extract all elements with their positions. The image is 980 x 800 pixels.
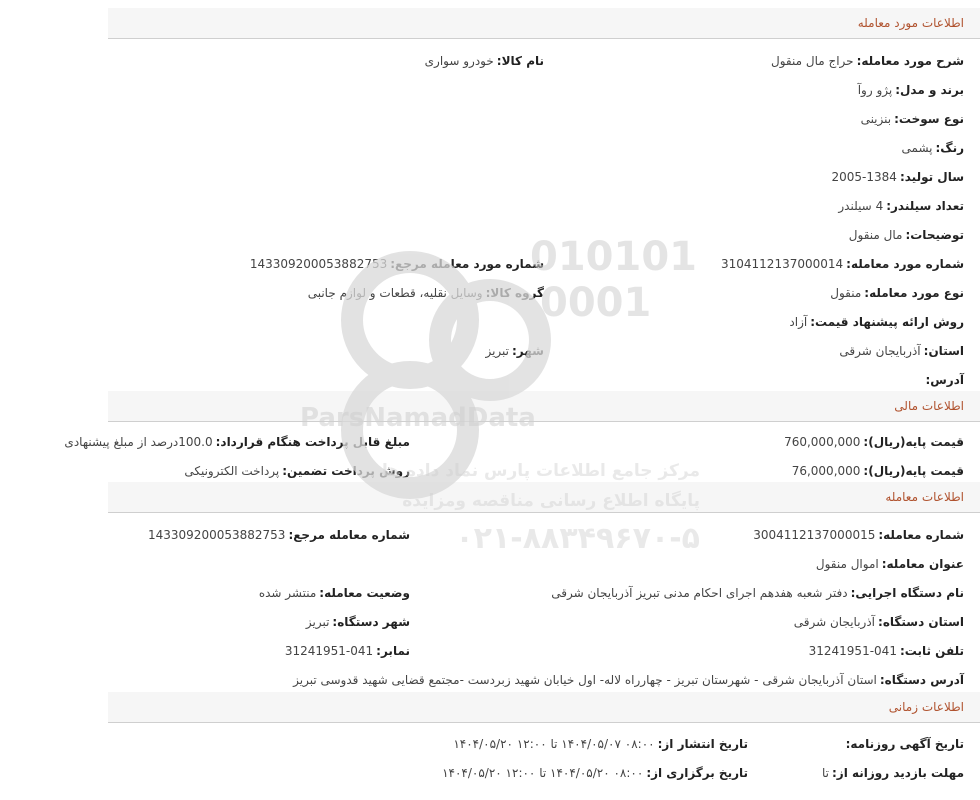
city: شهر:تبریز bbox=[485, 344, 544, 358]
executive-org: نام دستگاه اجرایی:دفتر شعبه هفدهم اجرای احکام مدنی تبریز آذربایجان شرقی bbox=[551, 586, 964, 600]
deal-ref-number: شماره مورد معامله مرجع:143309200053882753 bbox=[249, 257, 544, 271]
notes: توضیحات:مال منقول bbox=[848, 228, 964, 242]
section-title: اطلاعات مالی bbox=[894, 399, 964, 413]
watermark-digits-1: 010101 bbox=[530, 234, 697, 280]
contract-payable: مبلغ قابل پرداخت هنگام قرارداد:100.0درصد از مبلغ پیشنهادی bbox=[64, 435, 410, 449]
watermark-brand: ParsNamadData bbox=[300, 403, 536, 433]
watermark-line-2: پایگاه اطلاع رسانی مناقصه ومزایده bbox=[402, 491, 700, 511]
section-header-timing bbox=[108, 692, 980, 723]
section-header-deal-info bbox=[108, 8, 980, 39]
deal-number: شماره مورد معامله:3104112137000014 bbox=[721, 257, 964, 271]
transaction-title: عنوان معامله:اموال منقول bbox=[815, 557, 964, 571]
cylinder-count: تعداد سیلندر:4 سیلندر bbox=[838, 199, 964, 213]
deal-desc: شرح مورد معامله:حراج مال منقول bbox=[771, 54, 964, 68]
transaction-number: شماره معامله:3004112137000015 bbox=[753, 528, 964, 542]
section-header-financial bbox=[108, 391, 980, 422]
base-price-1: قیمت پایه(ریال):760,000,000 bbox=[784, 435, 964, 449]
deal-details-page bbox=[64, 0, 980, 800]
watermark-phone: ۰۲۱-۸۸۳۴۹۶۷۰-۵ bbox=[455, 521, 700, 556]
org-address: آدرس دستگاه:استان آذربایجان شرقی - شهرستان تبریز - چهارراه لاله- اول خیابان شهید زبردست -مجتمع قضایی شهید قدوسی تبریز bbox=[293, 673, 964, 687]
section-title: اطلاعات معامله bbox=[885, 490, 964, 504]
guarantee-method: روش پرداخت تضمین:پرداخت الکترونیکی bbox=[184, 464, 410, 478]
color: رنگ:پشمی bbox=[901, 141, 964, 155]
offer-method: روش ارائه پیشنهاد قیمت:آزاد bbox=[789, 315, 964, 329]
fuel-type: نوع سوخت:بنزینی bbox=[860, 112, 964, 126]
org-fax: نمابر:041-31241951 bbox=[284, 644, 410, 658]
org-province: استان دستگاه:آذربایجان شرقی bbox=[793, 615, 964, 629]
holding-date: تاریخ برگزاری از:۰۸:۰۰ ۱۴۰۴/۰۵/۲۰ تا ۱۲:۰۰ ۱۴۰۴/۰۵/۲۰ bbox=[442, 766, 748, 780]
deal-type: نوع مورد معامله:منقول bbox=[830, 286, 964, 300]
section-title: اطلاعات مورد معامله bbox=[857, 16, 964, 30]
watermark-line-1: مرکز جامع اطلاعات پارس نماد داده ها bbox=[381, 461, 700, 481]
goods-name: نام کالا:خودرو سواری bbox=[424, 54, 544, 68]
goods-group: گروه کالا:وسایل نقلیه، قطعات و لوازم جانبی bbox=[307, 286, 544, 300]
publish-date: تاریخ انتشار از:۰۸:۰۰ ۱۴۰۴/۰۵/۰۷ تا ۱۲:۰۰ ۱۴۰۴/۰۵/۲۰ bbox=[453, 737, 748, 751]
org-phone: تلفن ثابت:041-31241951 bbox=[808, 644, 964, 658]
brand-model: برند و مدل:پژو روآ bbox=[857, 83, 964, 97]
newspaper-date: تاریخ آگهی روزنامه: bbox=[845, 737, 964, 751]
base-price-2: قیمت پایه(ریال):76,000,000 bbox=[791, 464, 964, 478]
transaction-ref-number: شماره معامله مرجع:143309200053882753 bbox=[148, 528, 410, 542]
watermark-digits-2: 0001 bbox=[540, 280, 652, 326]
daily-visit: مهلت بازدید روزانه از:تا bbox=[822, 766, 964, 780]
section-title: اطلاعات زمانی bbox=[888, 700, 964, 714]
production-year: سال تولید:1384-2005 bbox=[831, 170, 964, 184]
province: استان:آذربایجان شرقی bbox=[839, 344, 964, 358]
address: آدرس: bbox=[925, 373, 964, 387]
transaction-status: وضعیت معامله:منتشر شده bbox=[258, 586, 410, 600]
section-header-transaction bbox=[108, 482, 980, 513]
org-city: شهر دستگاه:تبریز bbox=[305, 615, 410, 629]
